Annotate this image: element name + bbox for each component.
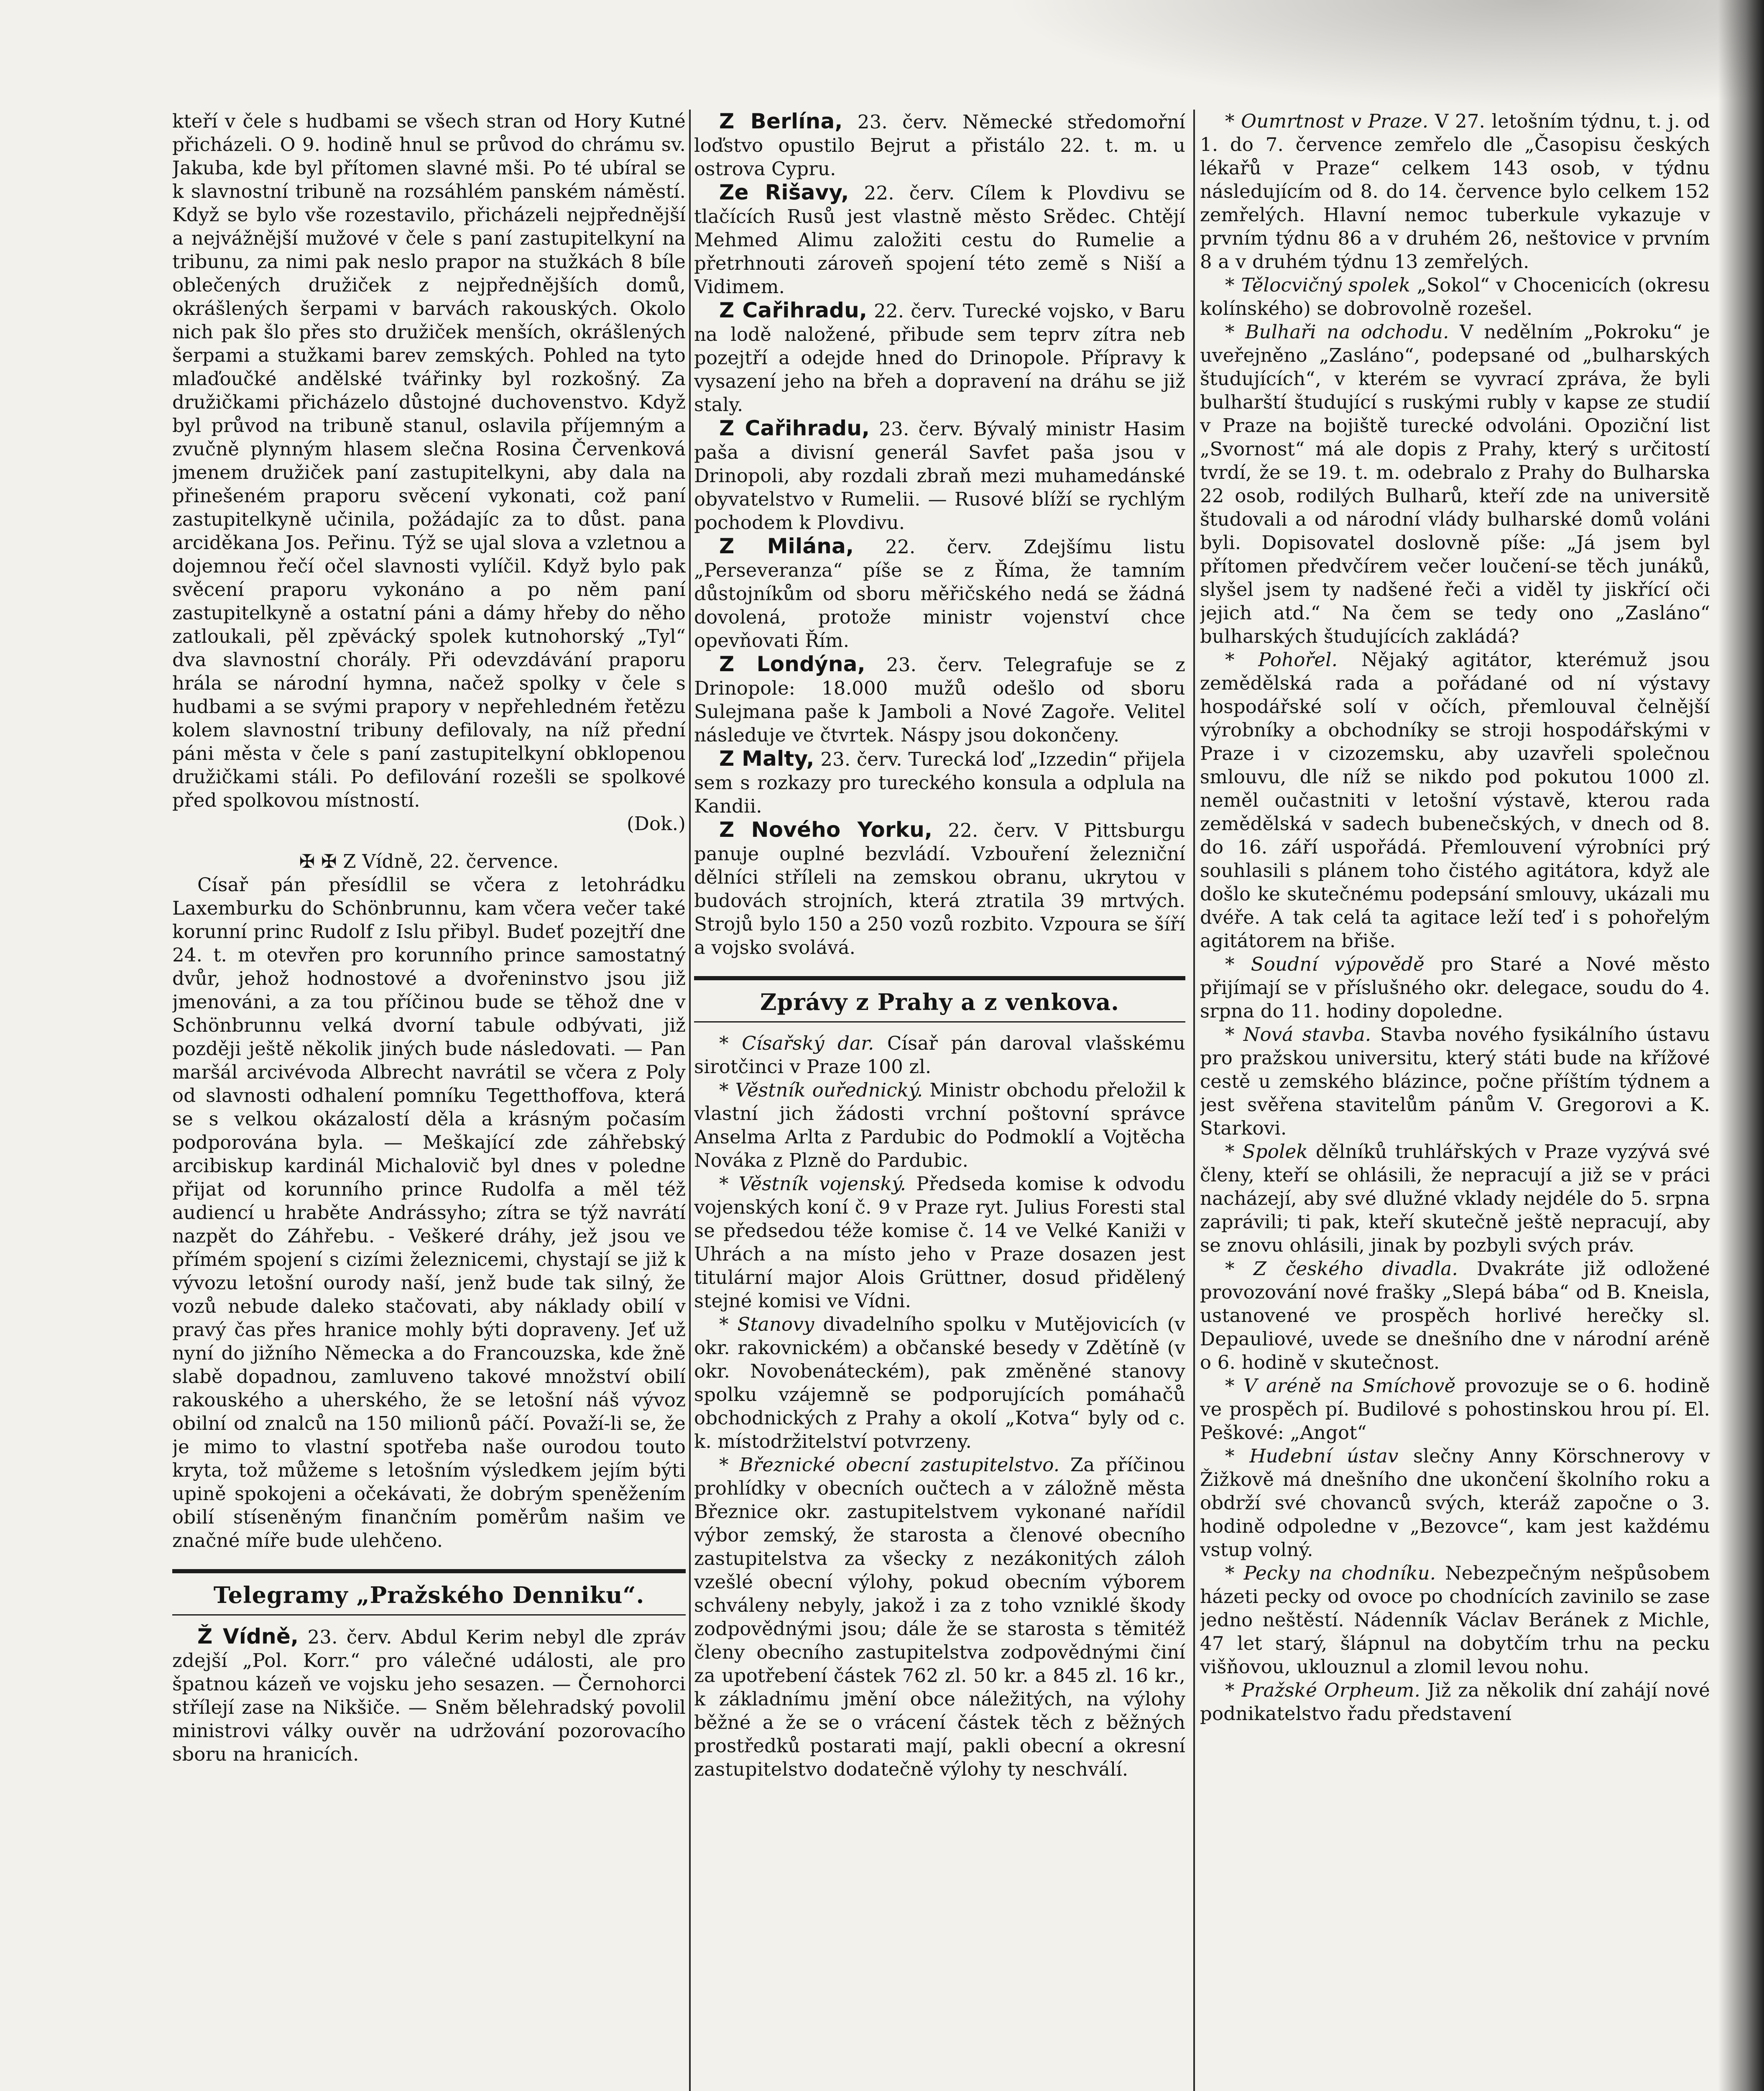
telegram-place: Z Berlína, (719, 110, 843, 133)
scan-shadow-edge (1718, 0, 1764, 2091)
news-title: Pražské Orpheum. (1241, 1679, 1421, 1701)
news-title: Tělocvičný spolek (1241, 274, 1411, 296)
telegram-place: Ž Vídně, (197, 1624, 299, 1649)
section-title: Telegramy „Pražského Denniku“. (213, 1582, 645, 1608)
local-news-header (694, 976, 1185, 1022)
news-item: * Z českého divadla. Dvakráte již odložené provozování nové frašky „Slepá bába“ od B. Kneisla, ustanovené ve prospěch horlivé herečky sl. Depauliové, uvede se dnešního dne v národní aréně o 6. hodině v skutečnost. (1200, 1258, 1710, 1373)
column-rule (1193, 110, 1195, 2091)
news-title: Spolek (1242, 1140, 1308, 1163)
news-title: Soudní výpovědě (1251, 953, 1424, 975)
news-item: * Hudební ústav slečny Anny Körschnerovy v Žižkově má dnešního dne ukončení školního roku a obdrží své chovanců svých, kteráž započne o 3. hodině odpoledne v „Bezovce“, kam jest každému vstup volný. (1200, 1445, 1710, 1561)
news-item: * Stanovy divadelního spolku v Mutějovicích (v okr. rakovnickém) a občanské besedy v Zdětíně (v okr. Novobenáteckém), pak změněné stanovy spolku vzájemně se podporujících pomáhačů obchodnických z Prahy a okolí „Kotva“ byly od c. k. místodržitelství potvrzeny. (694, 1313, 1185, 1452)
news-text: Již za několik dní zahájí nové podnikatelstvo řadu představení (1200, 1679, 1710, 1725)
telegram-text: 22. červ. Cílem k Plovdivu se tlačících Rusů jest vlastně město Srědec. Chtějí Mehmed Alimu založiti cestu do Rumelie a přetrhnouti zároveň spojení této země s Niší a Vidimem. (694, 182, 1185, 298)
news-title: Oumrtnost v Praze. (1241, 110, 1429, 132)
telegram-place: Z Milána, (719, 534, 854, 558)
telegram-text: 22. červ. Zdejšímu listu „Perseveranza“ píše se z Říma, že tamním důstojníkům od sboru měřičského nedá se žádná dovolená, protože ministr vojenství chce opevňovati Řím. (694, 536, 1185, 652)
news-title: V aréně na Smíchově (1243, 1375, 1456, 1397)
news-title: Císařský dar. (742, 1032, 874, 1054)
news-item: * V aréně na Smíchově provozuje se o 6. hodině ve prospěch pí. Budilové s pohostinskou hrou pí. El. Peškové: „Angot“ (1200, 1375, 1710, 1444)
section-rule (694, 1021, 1185, 1022)
news-text: V 27. letošním týdnu, t. j. od 1. do 7. července zemřelo dle „Časopisu českých lékařů v Praze“ celkem 143 osob, v týdnu následujícím od 8. do 14. července bylo celkem 152 zemřelých. Hlavní nemoc tuberkule vykazuje v prvním týdnu 86 a v druhém 26, neštovice v prvním 8 a v druhém týdnu 13 zemřelých. (1200, 110, 1710, 273)
news-item: * Pecky na chodníku. Nebezpečným nešpůsobem házeti pecky od ovoce po chodnících zavinilo se zase jedno neštěstí. Nádenník Václav Beránek z Michle, 47 let starý, šlápnul na dobytčím trhu na pecku višňovou, uklouznul a zlomil levou nohu. (1200, 1562, 1710, 1678)
column-2 (694, 110, 1185, 2091)
telegram-place: Z Cařihradu, (719, 416, 870, 440)
vienna-dateline: ✠ ✠ Z Vídně, 22. července. (299, 850, 559, 872)
telegram-text: 22. červ. Turecké vojsko, v Baru na lodě naložené, přibude sem teprv zítra neb pozejtří a odejde hned do Drinopole. Přípravy k vysazení jeho na břeh a dopravení na dráhu se již staly. (694, 300, 1185, 416)
scan-shadow-top (1003, 0, 1764, 109)
news-title: Stanovy (737, 1313, 814, 1335)
telegram-item (694, 417, 1185, 534)
news-text: dělníků truhlářských v Praze vyzývá své členy, kteří se ohlásili, že nepracují a již se v práci nacházejí, aby své dlužné vklady nejdéle do 5. srpna zaprávili; ti pak, kteří skutečně ještě nepracují, aby se znovu ohlásili, jinak by pozbyli svých práv. (1200, 1140, 1710, 1256)
news-item: * Pražské Orpheum. Již za několik dní zahájí nové podnikatelstvo řadu představení (1200, 1679, 1710, 1725)
news-title: Z českého divadla. (1253, 1258, 1458, 1280)
telegram-place: Ze Rišavy, (719, 180, 849, 204)
news-item: * Oumrtnost v Praze. V 27. letošním týdnu, t. j. od 1. do 7. července zemřelo dle „Časopisu českých lékařů v Praze“ celkem 143 osob, v týdnu následujícím od 8. do 14. července bylo celkem 152 zemřelých. Hlavní nemoc tuberkule vykazuje v prvním týdnu 86 a v druhém 26, neštovice v prvním 8 a v druhém týdnu 13 zemřelých. (1200, 110, 1710, 273)
news-item: * Soudní výpovědě pro Staré a Nové město přijímají se v příslušného okr. delegace, soudu do 4. srpna do 11. hodiny dopoledne. (1200, 953, 1710, 1022)
telegram-item (694, 534, 1185, 652)
news-text: divadelního spolku v Mutějovicích (v okr. rakovnickém) a občanské besedy v Zdětíně (v okr. Novobenáteckém), pak změněné stanovy spolku vzájemně se podporujících pomáhačů obchodnických z Prahy a okolí „Kotva“ byly od c. k. místodržitelství potvrzeny. (694, 1313, 1185, 1452)
news-text: Dvakráte již odložené provozování nové frašky „Slepá bába“ od B. Kneisla, ustanovené ve prospěch horlivé herečky sl. Depauliové, uvede se dnešního dne v národní aréně o 6. hodině v skutečnost. (1200, 1258, 1710, 1373)
news-item: * Nová stavba. Stavba nového fysikálního ústavu pro pražskou universitu, který státi bude na křížové cestě u zemského blázince, počne příštím týdnem a jest svěřena stavitelům pánům V. Gregorovi a K. Starkovi. (1200, 1023, 1710, 1139)
telegram-place: Z Nového Yorku, (719, 818, 933, 842)
telegram-place: Z Malty, (719, 746, 814, 771)
news-title: Pohořel. (1258, 649, 1338, 671)
telegram-item (694, 747, 1185, 818)
news-title: Věstník ouřednický. (735, 1079, 923, 1101)
news-item: * Bulhaři na odchodu. V nedělním „Pokroku“ je uveřejněno „Zasláno“, podepsané od „bulharských študujících“, v kterém se vyvrací zpráva, že byli bulharští študující s ruskými rubly v kapse ze studií v Praze na bojiště turecké odvoláni. Opoziční list „Svornost“ má ale dopis z Prahy, který s určitostí tvrdí, že se 19. t. m. odebralo z Prahy do Bulharska 22 osob, rodilých Bulharů, kteří zde na universitě študovali a od národní vlády bulharské domů voláni byli. Dopisovatel doslovně píše: „Já jsem byl přítomen předvčírem večer loučení-se těch junáků, slyšel jsem ty nadšené řeči a viděl ty jiskřící oči jejich atd.“ Na čem se tedy ono „Zasláno“ bulharských študujících zakládá? (1200, 321, 1710, 647)
news-item: * Věstník vojenský. Předseda komise k odvodu vojenských koní č. 9 v Praze ryt. Julius Foresti stal se předsedou téže komise č. 14 ve Velké Kaniži v Uhrách a na místo jeho v Praze dosazen jest titulární major Alois Grüttner, dosud přidělený stejné komisi ve Vídni. (694, 1173, 1185, 1312)
telegrams-header (172, 1569, 686, 1616)
news-text: Ministr obchodu přeložil k vlastní jich žádosti vrchní poštovní správce Anselma Arlta z Pardubic do Podmoklí a Vojtěcha Nováka z Plzně do Pardubic. (694, 1079, 1185, 1171)
vienna-report: Císař pán přesídlil se včera z letohrádku Laxemburku do Schönbrunnu, kam včera večer také korunní princ Rudolf z Islu přibyl. Budeť pozejtří dne 24. t. m otevřen pro korunního prince samostatný dvůr, jehož hodnostové a dvořeninstvo jsou již jmenováni, a za tou příčinou bude se těhož dne v Schönbrunnu velká dvorní tabule odbývati, již později ještě několik jiných bude následovati. — Pan maršál arcivévoda Albrecht navrátil se včera z Poly od slavnosti odhalení pomníku Tegetthoffova, která se s velkou okázalostí děla a krásným počasím podporována byla. — Meškající zde záhřebský arcibiskup kardinál Michalovič byl dnes v poledne přijat od korunního prince Rudolfa a měl též audiencí u hraběte Andrássyho; zítra se týž navrátí nazpět do Záhřebu. - Veškeré dráhy, jež jsou ve přímém spojení s cizími železnicemi, chystají se již k vývozu letošní ourody naší, jenž bude tak silný, že vozů nebude daleko stačovati, aby náklady obilí v pravý čas přes hranice mohly býti dopraveny. Jeť už nyní do jižního Německa a do Francouzska, kde žně slabě dopadnou, zamluveno takové množství obilí rakouského a uherského, že se letošní náš vývoz obilní od znalců na 150 milionů páčí. Považí-li se, že je mimo to vlastní spotřeba naše ourodou touto kryta, tož můžeme s letošním výsledkem jejím býti upině spokojeni a očekávati, že dobrým speněžením obilí stíseněným finančním poměrům našim ve značné míře bude ulehčeno. (172, 874, 686, 1552)
column-rule (689, 110, 691, 2091)
news-title: Bulhaři na odchodu. (1245, 321, 1449, 343)
telegram-item (694, 181, 1185, 299)
telegram-item (694, 818, 1185, 959)
news-text: Stavba nového fysikálního ústavu pro pražskou universitu, který státi bude na křížové cestě u zemského blázince, počne příštím týdnem a jest svěřena stavitelům pánům V. Gregorovi a K. Starkovi. (1200, 1023, 1710, 1139)
telegram-place: Z Cařihradu, (719, 298, 868, 322)
telegram-text: 23. červ. Turecká loď „Izzedin“ přijela sem s rozkazy pro tureckého konsula a odplula na Kandii. (694, 748, 1185, 817)
telegram-text: 23. červ. Bývalý ministr Hasim paša a divisní generál Savfet paša jsou v Drinopoli, aby rozdali zbraň mezi muhamedánské obyvatelstvo v Rumelii. — Rusové blíží se rychlým pochodem k Plovdivu. (694, 418, 1185, 534)
telegram-item (694, 652, 1185, 747)
telegram-item (172, 1625, 686, 1766)
article-paragraph: kteří v čele s hudbami se všech stran od Hory Kutné přicházeli. O 9. hodině hnul se průvod do chrámu sv. Jakuba, kde byl přítomen slavné mši. Po té ubíral se k slavnostní tribuně na rozsáhlém panském náměstí. Když se bylo vše rozestavilo, přicházeli nejpřednější a nejvážnější mužové v čele s paní zastupitelkyní na tribunu, za nimi pak neslo prapor na stužkách 8 bíle oblečených družiček z nejpřednějších domů, okrášlených šerpami v barvách rakouských. Okolo nich pak šlo přes sto družiček menších, okrášlených šerpami a stužkami barev zemských. Pohled na tyto mlaďoučké andělské tvářinky byl rozkošný. Za družičkami přicházelo důstojné duchovenstvo. Když byl průvod na tribuně stanul, oslavila příjemným a zvučně plynným hlasem slečna Rosina Červenková jmenem družiček paní zastupitelkyni, aby dala na přinešeném praporu svěcení vykonati, což paní zastupitelkyně učinila, požádajíc za to důst. pana arciděkana Jos. Peřinu. Týž se ujal slova a vzletnou a dojemnou řečí očel slavnosti vylíčil. Když bylo pak svěcení praporu vykonáno a po něm paní zastupitelkyně a ostatní páni a dámy hřeby do něho zatloukali, pěl zpěvácký spolek kutnohorský „Tyl“ dva slavnostní chorály. Při odevzdávání praporu hrála se národní hymna, načež spolky v čele s hudbami a se svými prapory v nepřehledném řetězu kolem slavnostní tribuny defilovaly, na níž přední páni města v čele s paní zastupitelkyní obklopenou družičkami stáli. Po defilování rozešli se spolkové před spolkovou místností. (172, 110, 686, 811)
news-text: „Sokol“ v Chocenicích (okresu kolínského) se dobrovolně rozešel. (1200, 274, 1710, 320)
article-source: (Dok.) (626, 813, 686, 835)
news-text: pro Staré a Nové město přijímají se v příslušného okr. delegace, soudu do 4. srpna do 11. hodiny dopoledne. (1200, 953, 1710, 1022)
telegram-place: Z Londýna, (719, 652, 865, 676)
news-item: * Tělocvičný spolek „Sokol“ v Chocenicích (okresu kolínského) se dobrovolně rozešel. (1200, 274, 1710, 320)
news-title: Hudební ústav (1249, 1445, 1399, 1467)
news-item: * Spolek dělníků truhlářských v Praze vyzývá své členy, kteří se ohlásili, že nepracují a již se v práci nacházejí, aby své dlužné vklady nejdéle do 5. srpna zaprávili; ti pak, kteří skutečně ještě nepracují, aby se znovu ohlásili, jinak by pozbyli svých práv. (1200, 1140, 1710, 1256)
news-text: Za příčinou prohlídky v obecních oučtech a v záložně města Březnice okr. zastupitelstvem vykonané nařídil výbor zemský, že starosta a členové obecního zastupitelstva za všecky z nezákonitých záloh vzešlé obecní výlohy, pokud obecním výborem schváleny nebyly, jakož i za z toho vzniklé škody zodpovědnými jsou; dále že se starosta s těmitéž členy obecního zastupitelstva zodpovědnými činí za upotřebení částek 762 zl. 50 kr. a 845 zl. 16 kr., k základnímu jmění obce náležitých, na výlohy běžné a že se o vrácení částek těch z běžných prostředků postarati mají, pakli obecní a okresní zastupitelstvo dodatečně výlohy ty neschválí. (694, 1454, 1185, 1780)
news-item: * Pohořel. Nějaký agitátor, kterémuž jsou zemědělská rada a pořádané od ní výstavy hospodářské solí v očích, přemlouval čelnější výrobníky a obchodníky se stroji hospodářskými v Praze i v cizozemsku, aby uzavřeli společnou smlouvu, dle níž se nikdo pod pokutou 1000 zl. neměl oučastniti v letošní výstavě, kterou rada zemědělská v sadech bubenečských, v dnech od 8. do 16. září uspořádá. Přemlouvení výrobníci prý souhlasili s plánem toho čistého agitátora, když ale došlo ke skutečnému podepsání smlouvy, ukázali mu dvéře. A tak celá ta agitace leží teď i s pohořelým agitátorem na břiše. (1200, 649, 1710, 952)
telegram-text: 23. červ. Telegrafuje se z Drinopole: 18.000 mužů odešlo od sboru Sulejmana paše k Jamboli a Nové Zagoře. Velitel následuje ve čtvrtek. Náspy jsou dokončeny. (694, 654, 1185, 746)
news-text: Předseda komise k odvodu vojenských koní č. 9 v Praze ryt. Julius Foresti stal se předsedou téže komise č. 14 ve Velké Kaniži v Uhrách a na místo jeho v Praze dosazen jest titulární major Alois Grüttner, dosud přidělený stejné komisi ve Vídni. (694, 1173, 1185, 1312)
telegram-text: 23. červ. Německé středomořní loďstvo opustilo Bejrut a přistálo 22. t. m. u ostrova Cypru. (694, 111, 1185, 180)
column-3 (1200, 110, 1710, 2091)
news-item: * Březnické obecní zastupitelstvo. Za příčinou prohlídky v obecních oučtech a v záložně města Březnice okr. zastupitelstvem vykonané nařídil výbor zemský, že starosta a členové obecního zastupitelstva za všecky z nezákonitých záloh vzešlé obecní výlohy, pokud obecním výborem schváleny nebyly, jakož i za z toho vzniklé škody zodpovědnými jsou; dále že se starosta s těmitéž členy obecního zastupitelstva zodpovědnými činí za upotřebení částek 762 zl. 50 kr. a 845 zl. 16 kr., k základnímu jmění obce náležitých, na výlohy běžné a že se o vrácení částek těch z běžných prostředků postarati mají, pakli obecní a okresní zastupitelstvo dodatečně výlohy ty neschválí. (694, 1454, 1185, 1780)
news-text: Nějaký agitátor, kterémuž jsou zemědělská rada a pořádané od ní výstavy hospodářské solí v očích, přemlouval čelnější výrobníky a obchodníky se stroji hospodářskými v Praze i v cizozemsku, aby uzavřeli společnou smlouvu, dle níž se nikdo pod pokutou 1000 zl. neměl oučastniti v letošní výstavě, kterou rada zemědělská v sadech bubenečských, v dnech od 8. do 16. září uspořádá. Přemlouvení výrobníci prý souhlasili s plánem toho čistého agitátora, když ale došlo ke skutečnému podepsání smlouvy, ukázali mu dvéře. A tak celá ta agitace leží teď i s pohořelým agitátorem na břiše. (1200, 649, 1710, 952)
news-title: Březnické obecní zastupitelstvo. (739, 1454, 1060, 1476)
news-item: * Věstník ouřednický. Ministr obchodu přeložil k vlastní jich žádosti vrchní poštovní správce Anselma Arlta z Pardubic do Podmoklí a Vojtěcha Nováka z Plzně do Pardubic. (694, 1079, 1185, 1171)
news-item: * Císařský dar. Císař pán daroval vlašskému sirotčinci v Praze 100 zl. (694, 1032, 1185, 1078)
news-text: Nebezpečným nešpůsobem házeti pecky od ovoce po chodnících zavinilo se zase jedno neštěstí. Nádenník Václav Beránek z Michle, 47 let starý, šlápnul na dobytčím trhu na pecku višňovou, uklouznul a zlomil levou nohu. (1200, 1562, 1710, 1678)
telegram-text: 22. červ. V Pittsburgu panuje ouplné bezvládí. Vzbouření železniční dělníci stříleli na zemskou obranu, ukrytou v budovách strojních, která ztratila 39 mrtvých. Strojů bylo 150 a 250 vozů rozbito. Vzpoura se šíří a vojsko svolává. (694, 819, 1185, 959)
telegram-item (694, 299, 1185, 417)
news-text: slečny Anny Körschnerovy v Žižkově má dnešního dne ukončení školního roku a obdrží své chovanců svých, kteráž započne o 3. hodině odpoledne v „Bezovce“, kam jest každému vstup volný. (1200, 1445, 1710, 1561)
section-title: Zprávy z Prahy a z venkova. (760, 989, 1119, 1015)
telegram-text: 23. červ. Abdul Kerim nebyl dle zpráv zdejší „Pol. Korr.“ pro válečné události, ale pro špatnou kázeň ve vojsku jeho sesazen. — Černohorci střílejí zase na Nikšiče. — Sněm bělehradský povolil ministrovi války ouvěr na udržování pozorovacího sboru na hranicích. (172, 1626, 686, 1765)
news-title: Pecky na chodníku. (1243, 1562, 1436, 1584)
news-text: provozuje se o 6. hodině ve prospěch pí. Budilové s pohostinskou hrou pí. El. Peškové: „Angot“ (1200, 1375, 1710, 1444)
news-text: V nedělním „Pokroku“ je uveřejněno „Zasláno“, podepsané od „bulharských študujících“, v kterém se vyvrací zpráva, že byli bulharští študující s ruskými rubly v kapse ze studií v Praze na bojiště turecké odvoláni. Opoziční list „Svornost“ má ale dopis z Prahy, který s určitostí tvrdí, že se 19. t. m. odebralo z Prahy do Bulharska 22 osob, rodilých Bulharů, kteří zde na universitě študovali a od národní vlády bulharské domů voláni byli. Dopisovatel doslovně píše: „Já jsem byl přítomen předvčírem večer loučení-se těch junáků, slyšel jsem ty nadšené řeči a viděl ty jiskřící oči jejich atd.“ Na čem se tedy ono „Zasláno“ bulharských študujících zakládá? (1200, 321, 1710, 647)
news-text: Císař pán daroval vlašskému sirotčinci v Praze 100 zl. (694, 1032, 1185, 1078)
spacer (172, 836, 686, 850)
news-title: Nová stavba. (1243, 1023, 1371, 1046)
section-rule (172, 1614, 686, 1616)
column-1 (172, 110, 686, 2091)
telegram-item (694, 110, 1185, 181)
news-title: Věstník vojenský. (738, 1173, 906, 1195)
